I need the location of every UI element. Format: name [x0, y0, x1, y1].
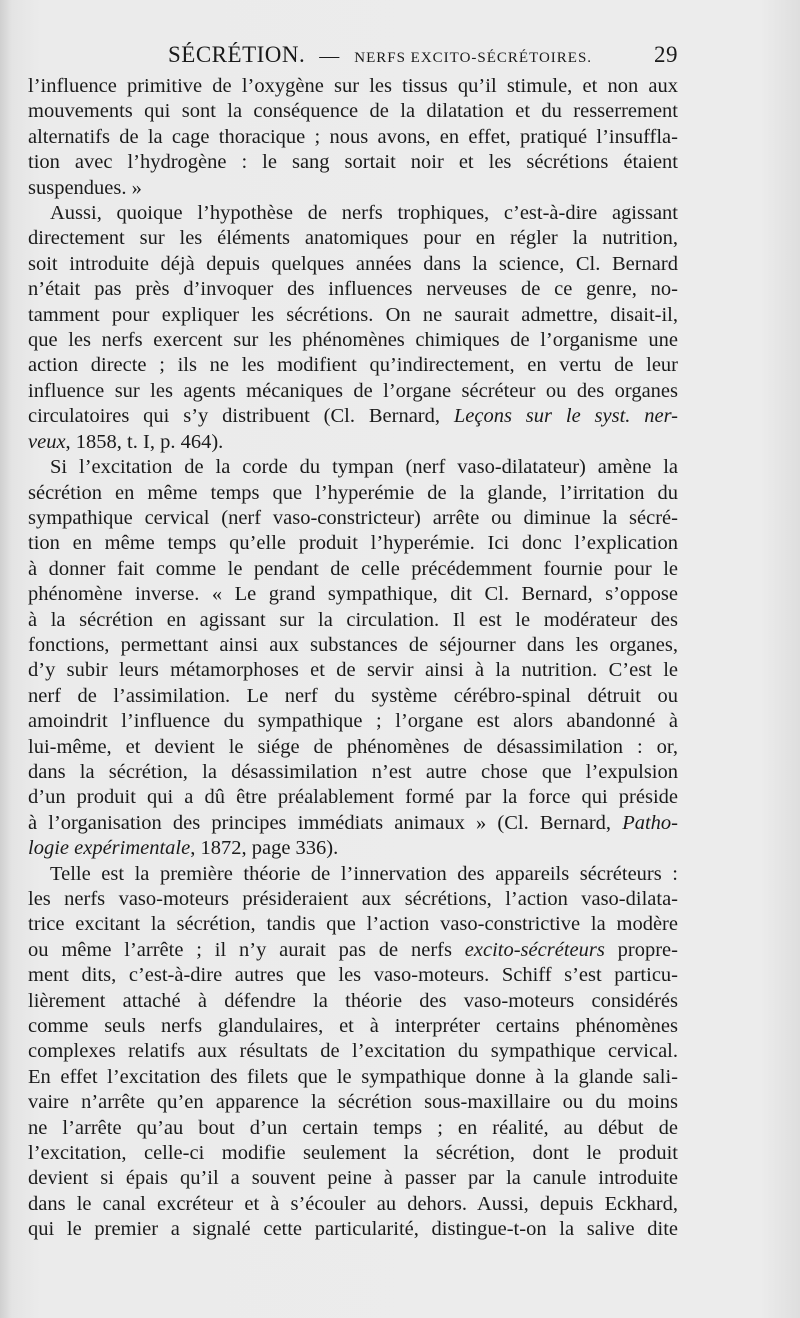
line-text: suspendues. » — [28, 176, 142, 199]
text-line — [28, 557, 678, 582]
line-text: tion en même temps qu’elle produit l’hyperémie. Ici donc l’explication — [28, 532, 678, 555]
line-text: lui-même, et devient le siége de phénomènes de désassimilation : or, — [28, 735, 678, 758]
line-text: ment dits, c’est-à-dire autres que les vaso-moteurs. Schiff s’est particu- — [28, 964, 678, 987]
text-line — [28, 735, 678, 760]
line-text: ou même l’arrête ; il n’y aurait pas de nerfs — [28, 938, 465, 961]
line-text: n’était pas près d’invoquer des influences nerveuses de ce genre, no- — [28, 278, 678, 301]
text-line — [28, 684, 678, 709]
text-line — [28, 99, 678, 124]
line-text: nerf de l’assimilation. Le nerf du système cérébro-spinal détruit ou — [28, 684, 678, 707]
line-text: directement sur les éléments anatomiques pour en régler la nutrition, — [28, 227, 678, 250]
text-line — [28, 862, 678, 887]
text-line — [28, 1217, 678, 1242]
line-text: à l’organisation des principes immédiats animaux » (Cl. Bernard, — [28, 811, 623, 834]
line-text: Aussi, quoique l’hypothèse de nerfs trophiques, c’est-à-dire agissant — [50, 202, 678, 225]
line-text: à la sécrétion en agissant sur la circulation. Il est le modérateur des — [28, 608, 678, 631]
text-line — [28, 912, 678, 937]
line-text: l’excitation, celle-ci modifie seulement la sécrétion, dont le produit — [28, 1142, 678, 1165]
text-line — [28, 125, 678, 150]
body-text — [28, 74, 678, 1243]
line-text: ne l’arrête qu’au bout d’un certain temps ; en réalité, au début de — [28, 1116, 678, 1139]
text-line — [28, 963, 678, 988]
text-line — [28, 836, 678, 861]
text-line — [28, 1065, 678, 1090]
line-text: sécrétion en même temps que l’hyperémie de la glande, l’irritation du — [28, 481, 678, 504]
line-text: action directe ; ils ne les modifient qu’indirectement, en vertu de leur — [28, 354, 678, 377]
text-line — [28, 404, 678, 429]
text-line — [28, 989, 678, 1014]
line-text: dans la sécrétion, la désassimilation n’est autre chose que l’expulsion — [28, 760, 678, 783]
text-line — [28, 1141, 678, 1166]
text-line — [28, 201, 678, 226]
text-line — [28, 455, 678, 480]
text-line — [28, 582, 678, 607]
line-text: Telle est la première théorie de l’innervation des appareils sécréteurs : — [50, 862, 678, 885]
text-line — [28, 658, 678, 683]
italic-citation: Patho- — [622, 811, 678, 834]
line-text: fonctions, permettant ainsi aux substances de séjourner dans les organes, — [28, 633, 678, 656]
text-line — [28, 277, 678, 302]
line-text: Si l’excitation de la corde du tympan (nerf vaso-dilatateur) amène la — [50, 456, 678, 479]
header-dash: — — [319, 45, 341, 67]
text-line — [28, 430, 678, 455]
line-text: circulatoires qui s’y distribuent (Cl. Bernard, — [28, 405, 454, 428]
line-text: complexes relatifs aux résultats de l’excitation du sympathique cervical. — [28, 1040, 678, 1063]
text-line — [28, 481, 678, 506]
text-line — [28, 887, 678, 912]
text-line — [28, 531, 678, 556]
header-subtitle: NERFS EXCITO-SÉCRÉTOIRES. — [354, 50, 593, 66]
page-number: 29 — [654, 42, 678, 67]
line-text: alternatifs de la cage thoracique ; nous avons, en effet, pratiqué l’insuffla- — [28, 125, 678, 148]
text-line — [28, 328, 678, 353]
text-line — [28, 1039, 678, 1064]
line-text: que les nerfs exercent sur les phénomènes chimiques de l’organisme une — [28, 329, 678, 352]
text-line — [28, 252, 678, 277]
line-text: l’influence primitive de l’oxygène sur les tissus qu’il stimule, et non aux — [28, 75, 678, 97]
text-line — [28, 1116, 678, 1141]
text-line — [28, 608, 678, 633]
text-line — [28, 379, 678, 404]
line-text: sympathique cervical (nerf vaso-constricteur) arrête ou diminue la sécré- — [28, 506, 678, 529]
line-text: influence sur les agents mécaniques de l’organe sécréteur ou des organes — [28, 379, 678, 402]
line-text: les nerfs vaso-moteurs présideraient aux sécrétions, l’action vaso-dilata- — [28, 888, 678, 910]
line-text: d’un produit qui a dû être préalablement formé par la force qui préside — [28, 786, 678, 809]
line-text: , 1858, t. I, p. 464). — [65, 430, 224, 453]
text-line — [28, 709, 678, 734]
text-line — [28, 785, 678, 810]
italic-citation: Leçons sur le syst. ner- — [453, 405, 679, 428]
line-text: qui le premier a signalé cette particularité, distingue-t-on la salive dite — [28, 1218, 678, 1241]
line-text: mouvements qui sont la conséquence de la dilatation et du resserrement — [28, 100, 678, 123]
header-title: SÉCRÉTION. — [168, 42, 306, 67]
text-line — [28, 1166, 678, 1191]
running-header — [28, 42, 678, 68]
text-line — [28, 633, 678, 658]
text-line — [28, 1192, 678, 1217]
line-text: tion avec l’hydrogène : le sang sortait noir et les sécrétions étaient — [28, 151, 678, 174]
text-line — [28, 1014, 678, 1039]
line-text: dans le canal excréteur et à s’écouler au dehors. Aussi, depuis Eckhard, — [28, 1192, 678, 1215]
line-text: d’y subir leurs métamorphoses et de servir ainsi à la nutrition. C’est le — [28, 659, 678, 682]
line-text: , 1872, page 336). — [190, 837, 339, 860]
line-text: comme seuls nerfs glandulaires, et à interpréter certains phénomènes — [28, 1015, 678, 1038]
text-line — [28, 226, 678, 251]
text-line — [28, 176, 678, 201]
line-text: vaire n’arrête qu’en apparence la sécrétion sous-maxillaire ou du moins — [28, 1091, 678, 1114]
line-text: En effet l’excitation des filets que le sympathique donne à la glande sali- — [28, 1065, 678, 1088]
line-text: amoindrit l’influence du sympathique ; l’organe est alors abandonné à — [28, 710, 678, 733]
line-text: trice excitant la sécrétion, tandis que l’action vaso-constrictive la modère — [28, 913, 678, 936]
line-text: soit introduite déjà depuis quelques années dans la science, Cl. Bernard — [28, 252, 678, 275]
italic-citation: excito-sécréteurs — [464, 938, 605, 961]
text-line — [28, 150, 678, 175]
text-line — [28, 303, 678, 328]
text-line — [28, 353, 678, 378]
line-text: tamment pour expliquer les sécrétions. On ne saurait admettre, disait-il, — [28, 303, 678, 326]
line-text: lièrement attaché à défendre la théorie des vaso-moteurs considérés — [28, 989, 678, 1012]
text-line — [28, 811, 678, 836]
text-line — [28, 938, 678, 963]
italic-citation: veux — [28, 430, 66, 453]
text-line — [28, 1090, 678, 1115]
italic-citation: logie expérimentale — [28, 837, 191, 860]
line-text: phénomène inverse. « Le grand sympathique, dit Cl. Bernard, s’oppose — [28, 583, 678, 606]
line-text-tail: propre- — [604, 938, 678, 961]
line-text: devient si épais qu’il a souvent peine à passer par la canule introduite — [28, 1167, 678, 1190]
text-line — [28, 760, 678, 785]
text-line — [28, 74, 678, 99]
text-line — [28, 506, 678, 531]
line-text: à donner fait comme le pendant de celle précédemment fournie pour le — [28, 557, 678, 580]
